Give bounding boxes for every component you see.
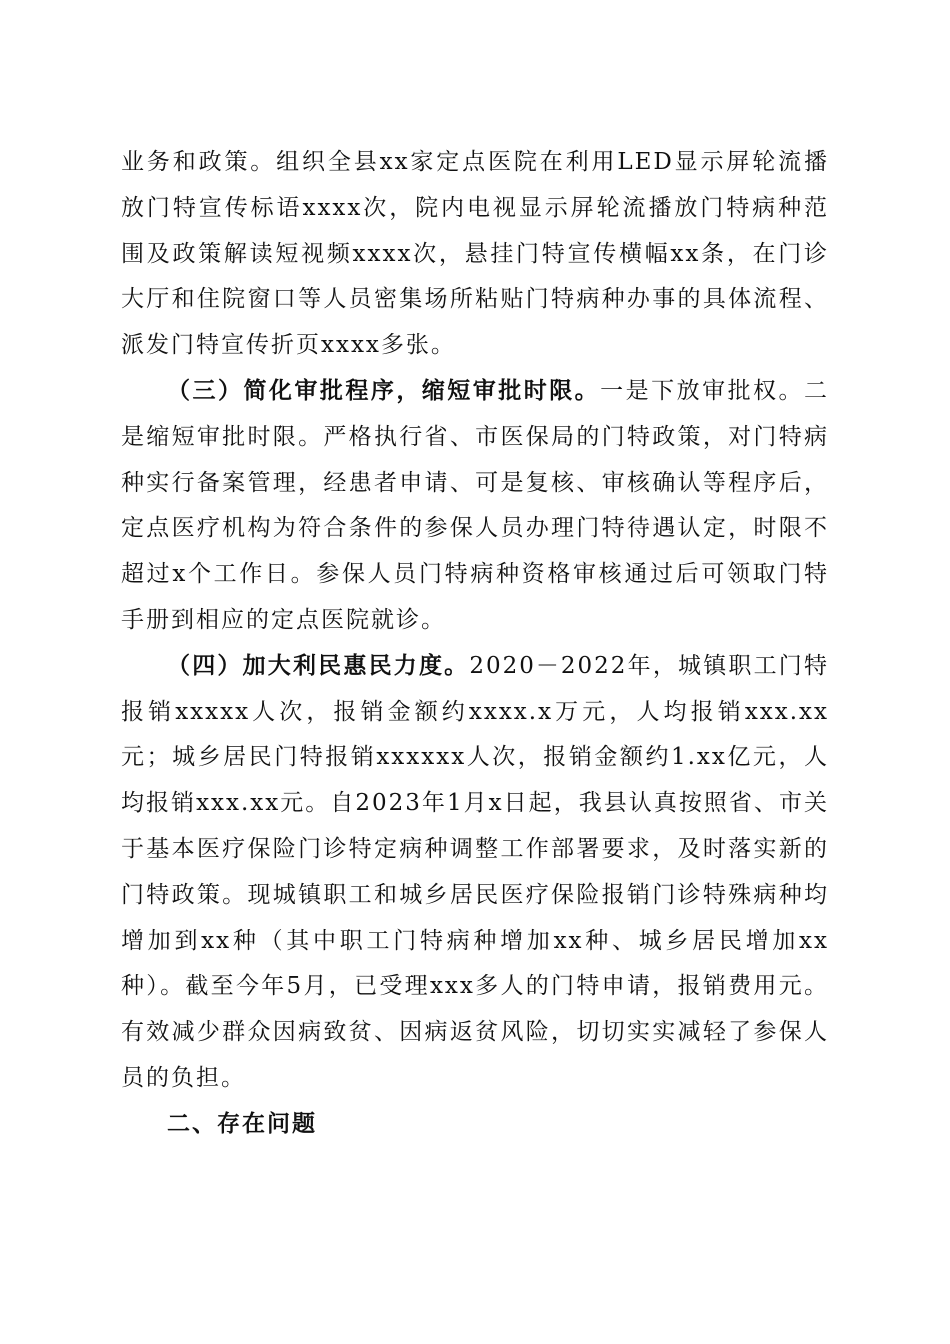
paragraph-simplify-approval	[121, 369, 829, 644]
paragraph-text: 业务和政策。组织全县xx家定点医院在利用LED显示屏轮流播放门特宣传标语xxxx次，院内电视显示屏轮流播放门特病种范围及政策解读短视频xxxx次，悬挂门特宣传横幅xx条，在门诊大厅和住院窗口等人员密集场所粘贴门特病种办事的具体流程、派发门特宣传折页xxxx多张。	[121, 149, 829, 359]
document-body	[121, 140, 829, 1148]
paragraph-text: 2020－2022年，城镇职工门特报销xxxxx人次，报销金额约xxxx.x万元，人均报销xxx.xx元；城乡居民门特报销xxxxxx人次，报销金额约1.xx亿元，人均报销xxx.xx元。自2023年1月x日起，我县认真按照省、市关于基本医疗保险门诊特定病种调整工作部署要求，及时落实新的门特政策。现城镇职工和城乡居民医疗保险报销门诊特殊病种均增加到xx种（其中职工门特病种增加xx种、城乡居民增加xx种）。截至今年5月，已受理xxx多人的门特申请，报销费用元。有效减少群众因病致贫、因病返贫风险，切切实实减轻了参保人员的负担。	[121, 652, 829, 1091]
paragraph-lead-heading: （三）简化审批程序，缩短审批时限。	[167, 377, 601, 404]
paragraph-benefits	[121, 644, 829, 1102]
paragraph-publicity	[121, 140, 829, 369]
paragraph-lead-heading: （四）加大利民惠民力度。	[167, 652, 470, 679]
paragraph-text: 一是下放审批权。二是缩短审批时限。严格执行省、市医保局的门特政策，对门特病种实行备案管理，经患者申请、可是复核、审核确认等程序后，定点医疗机构为符合条件的参保人员办理门特待遇认定，时限不超过x个工作日。参保人员门特病种资格审核通过后可领取门特手册到相应的定点医院就诊。	[121, 377, 830, 633]
section-heading: 二、存在问题	[167, 1110, 317, 1137]
